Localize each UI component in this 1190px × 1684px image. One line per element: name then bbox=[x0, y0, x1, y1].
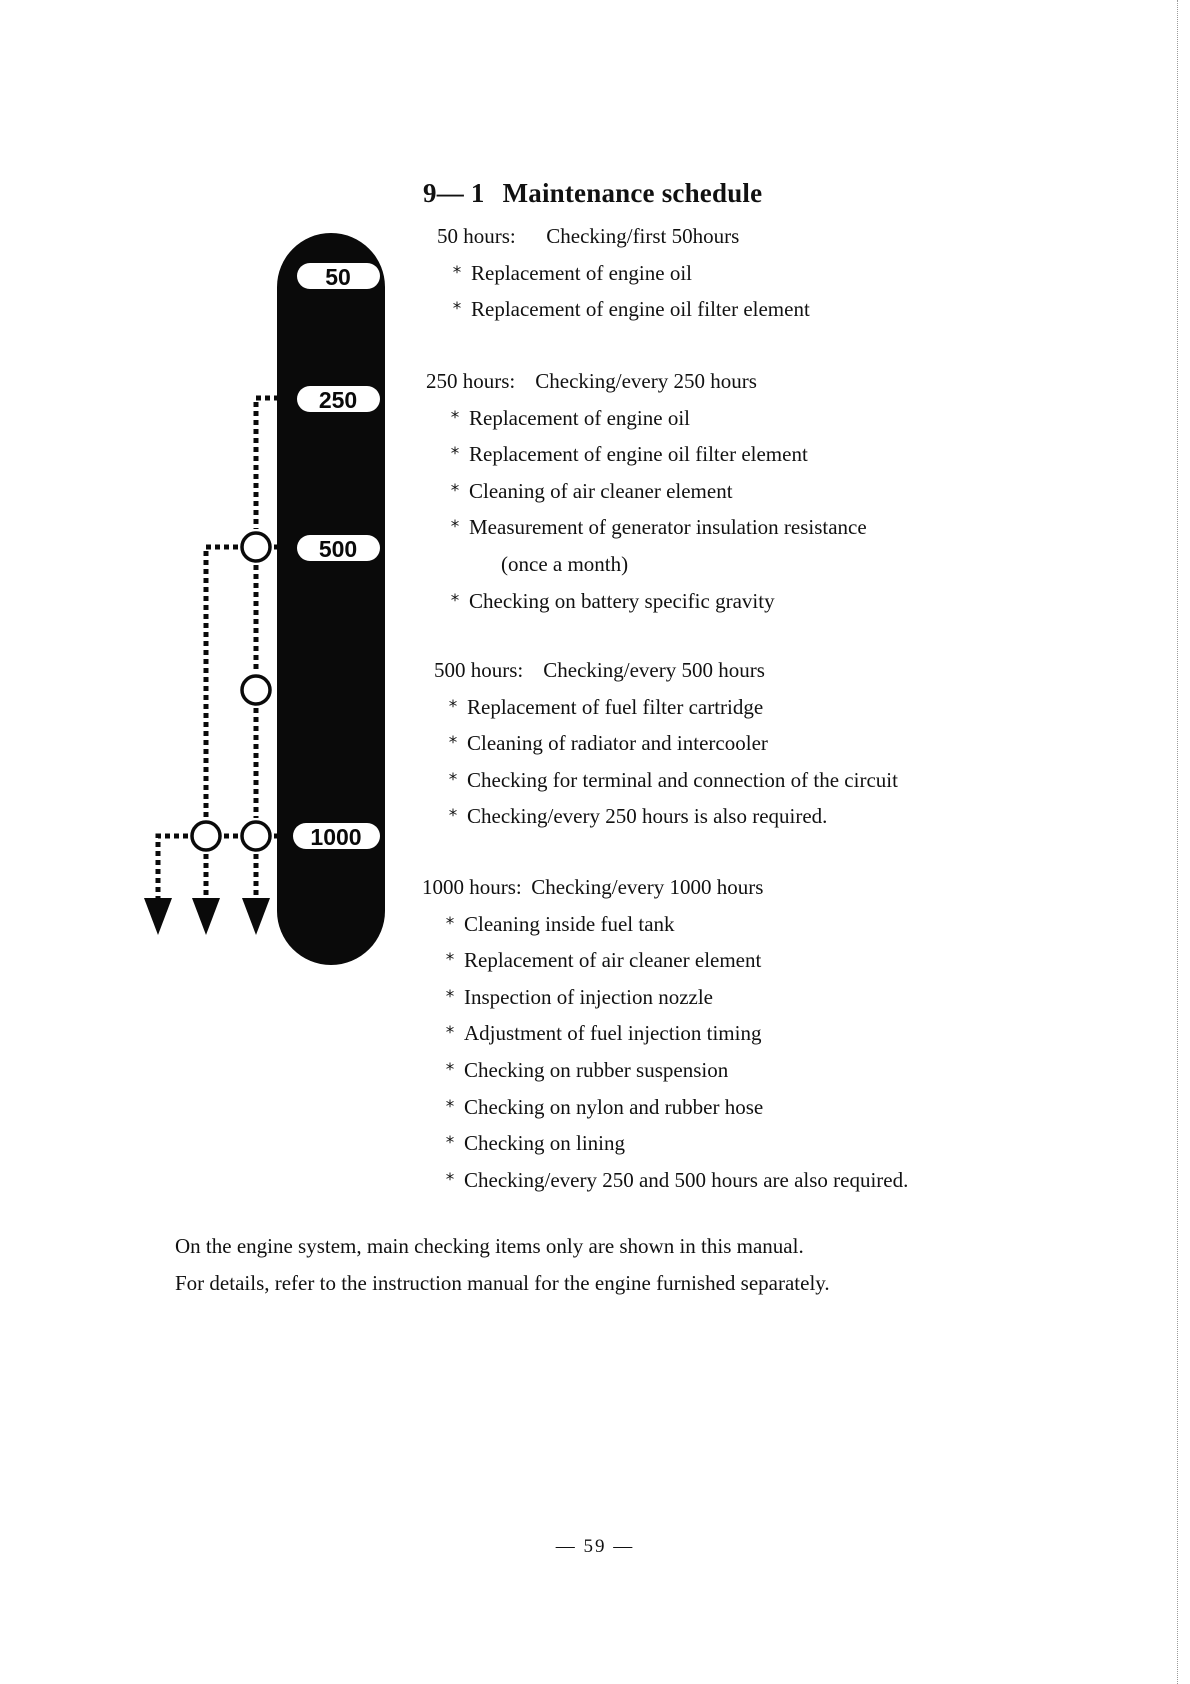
schedule-item-text: Replacement of engine oil filter element bbox=[471, 297, 810, 322]
schedule-interval: 1000 hours: bbox=[422, 875, 522, 899]
schedule-item-text: Measurement of generator insulation resistance bbox=[469, 515, 867, 540]
schedule-item-text: Cleaning of air cleaner element bbox=[469, 478, 733, 503]
schedule-items bbox=[441, 400, 867, 620]
schedule-item bbox=[436, 1125, 908, 1162]
schedule-items bbox=[439, 689, 898, 835]
bullet-star: * bbox=[445, 1096, 455, 1117]
bullet-star: * bbox=[448, 696, 458, 717]
section-title bbox=[423, 178, 762, 209]
schedule-block-250 bbox=[426, 363, 867, 619]
bullet-star: * bbox=[448, 806, 458, 827]
schedule-description: Checking/every 250 hours bbox=[535, 369, 757, 393]
schedule-item-text: Checking on rubber suspension bbox=[464, 1057, 729, 1082]
schedule-item bbox=[441, 509, 867, 582]
bullet-star: * bbox=[450, 517, 460, 538]
bullet-star: * bbox=[452, 262, 462, 283]
schedule-item bbox=[436, 1162, 908, 1199]
schedule-interval: 50 hours: bbox=[437, 224, 516, 248]
schedule-item-text: Checking on nylon and rubber hose bbox=[464, 1094, 764, 1119]
check-point-500 bbox=[242, 533, 270, 561]
arrow-down-icon bbox=[144, 898, 172, 935]
schedule-item bbox=[441, 436, 867, 473]
bullet-star: * bbox=[450, 407, 460, 428]
schedule-item bbox=[436, 1052, 908, 1089]
schedule-item bbox=[436, 1015, 908, 1052]
interval-label-500: 500 bbox=[318, 536, 358, 562]
bullet-star: * bbox=[445, 1023, 455, 1044]
schedule-item-text: Replacement of engine oil bbox=[471, 260, 693, 285]
schedule-item bbox=[443, 291, 810, 328]
schedule-item bbox=[441, 583, 867, 620]
schedule-item-text: Checking/every 250 hours is also required. bbox=[467, 804, 828, 829]
bullet-star: * bbox=[448, 733, 458, 754]
schedule-block-500 bbox=[434, 652, 898, 835]
section-number: 9— 1 bbox=[423, 178, 485, 208]
section-title-text: Maintenance schedule bbox=[502, 178, 763, 208]
interval-label-250: 250 bbox=[318, 387, 358, 413]
maintenance-interval-diagram bbox=[0, 0, 420, 980]
bullet-star: * bbox=[448, 769, 458, 790]
schedule-item bbox=[443, 255, 810, 292]
bullet-star: * bbox=[450, 480, 460, 501]
bullet-star: * bbox=[445, 986, 455, 1007]
schedule-description: Checking/first 50hours bbox=[546, 224, 740, 248]
line-500-left-branch bbox=[206, 547, 238, 818]
schedule-interval: 500 hours: bbox=[434, 658, 524, 682]
bullet-star: * bbox=[445, 1059, 455, 1080]
bullet-star: * bbox=[445, 1169, 455, 1190]
schedule-item-text: Cleaning of radiator and intercooler bbox=[467, 731, 768, 756]
schedule-item-text: Adjustment of fuel injection timing bbox=[464, 1021, 762, 1046]
bullet-star: * bbox=[452, 299, 462, 320]
schedule-item bbox=[441, 400, 867, 437]
schedule-item-text: Replacement of air cleaner element bbox=[464, 948, 762, 973]
schedule-item-text: Checking on lining bbox=[464, 1131, 625, 1156]
line-1000-left-branch bbox=[158, 836, 188, 898]
schedule-items bbox=[443, 255, 810, 328]
page-edge-rule bbox=[1177, 0, 1178, 1684]
schedule-item bbox=[436, 942, 908, 979]
schedule-item-text: Checking/every 250 and 500 hours are also required. bbox=[464, 1167, 909, 1192]
schedule-item-text: Inspection of injection nozzle bbox=[464, 984, 713, 1009]
arrow-down-icon bbox=[242, 898, 270, 935]
schedule-heading bbox=[422, 869, 908, 906]
page-number: — 59 — bbox=[555, 1536, 635, 1557]
schedule-item bbox=[439, 725, 898, 762]
schedule-item-text: Cleaning inside fuel tank bbox=[464, 911, 675, 936]
check-point-1000-a bbox=[192, 822, 220, 850]
footnote-line: On the engine system, main checking items only are shown in this manual. bbox=[175, 1234, 804, 1258]
check-point-mid bbox=[242, 676, 270, 704]
schedule-item bbox=[441, 473, 867, 510]
schedule-heading bbox=[434, 652, 898, 689]
interval-label-50: 50 bbox=[325, 264, 351, 290]
schedule-item-text: Checking for terminal and connection of the circuit bbox=[467, 767, 898, 792]
bullet-star: * bbox=[445, 950, 455, 971]
bullet-star: * bbox=[450, 444, 460, 465]
schedule-item bbox=[439, 798, 898, 835]
schedule-interval: 250 hours: bbox=[426, 369, 516, 393]
schedule-description: Checking/every 500 hours bbox=[543, 658, 765, 682]
schedule-item-text: Replacement of engine oil filter element bbox=[469, 442, 808, 467]
bullet-star: * bbox=[445, 1133, 455, 1154]
footnote-line: For details, refer to the instruction manual for the engine furnished separately. bbox=[175, 1270, 830, 1295]
schedule-item bbox=[436, 906, 908, 943]
arrow-down-icon bbox=[192, 898, 220, 935]
schedule-item bbox=[436, 1089, 908, 1126]
schedule-description: Checking/every 1000 hours bbox=[531, 875, 764, 899]
schedule-item-text: Replacement of engine oil bbox=[469, 405, 691, 430]
bullet-star: * bbox=[445, 913, 455, 934]
schedule-item bbox=[439, 762, 898, 799]
schedule-item-text: Checking on battery specific gravity bbox=[469, 588, 775, 613]
footnote bbox=[175, 1228, 830, 1301]
arrows bbox=[144, 898, 270, 935]
schedule-items bbox=[436, 906, 908, 1199]
interval-label-1000: 1000 bbox=[310, 824, 362, 850]
schedule-item-text: Replacement of fuel filter cartridge bbox=[467, 694, 764, 719]
check-point-1000-b bbox=[242, 822, 270, 850]
schedule-item bbox=[439, 689, 898, 726]
interval-bar bbox=[277, 233, 385, 965]
schedule-block-50 bbox=[437, 218, 810, 328]
schedule-heading bbox=[437, 218, 810, 255]
schedule-item-note: (once a month) bbox=[501, 551, 629, 576]
schedule-block-1000 bbox=[422, 869, 908, 1198]
bullet-star: * bbox=[450, 590, 460, 611]
connector-lines bbox=[158, 398, 292, 898]
schedule-item bbox=[436, 979, 908, 1016]
schedule-heading bbox=[426, 363, 867, 400]
